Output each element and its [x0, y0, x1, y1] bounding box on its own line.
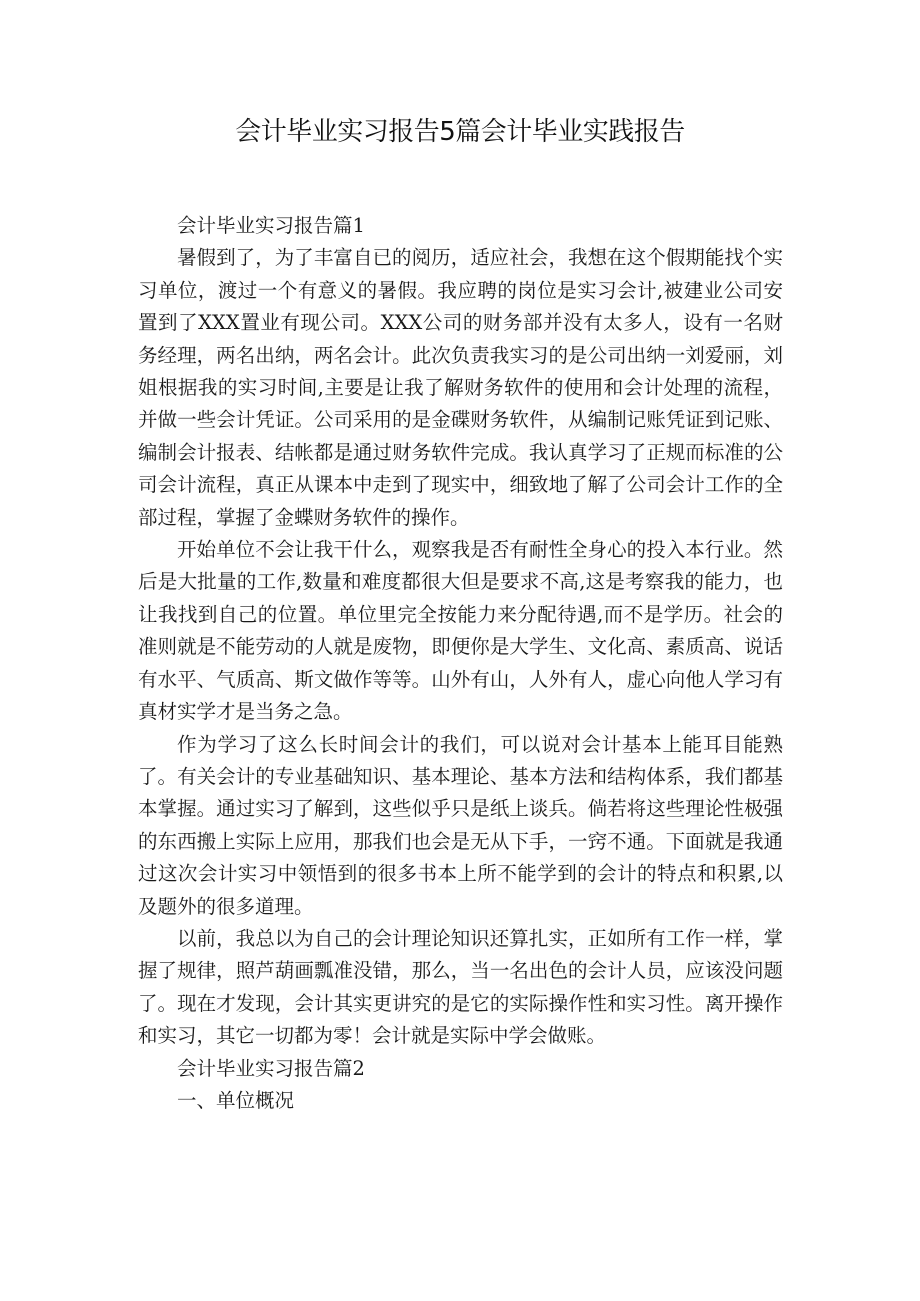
paragraph-1: 暑假到了，为了丰富自已的阅历，适应社会，我想在这个假期能找个实习单位，渡过一个有意义的暑假。我应聘的岗位是实习会计,被建业公司安置到了XXX置业有现公司。XXX公司的财务部并没有太多人，设有一名财务经理，两名出纳，两名会计。此次负责我实习的是公司出纳一刘爱丽，刘姐根据我的实习时间,主要是让我了解财务软件的使用和会计处理的流程，并做一些会计凭证。公司采用的是金碟财务软件，从编制记账凭证到记账、编制会计报表、结帐都是通过财务软件完成。我认真学习了正规而标准的公司会计流程，真正从课本中走到了现实中，细致地了解了公司会计工作的全部过程，掌握了金蝶财务软件的操作。 [138, 246, 783, 529]
section-heading-1: 会计毕业实习报告篇1 [177, 214, 365, 237]
subsection-heading: 一、单位概况 [177, 1088, 295, 1112]
paragraph-2: 开始单位不会让我干什么，观察我是否有耐性全身心的投入本行业。然后是大批量的工作,数量和难度都很大但是要求不高,这是考察我的能力，也让我找到自己的位置。单位里完全按能力来分配待遇,而不是学历。社会的准则就是不能劳动的人就是废物，即便你是大学生、文化高、素质高、说话有水平、气质高、斯文做作等等。山外有山，人外有人，虚心向他人学习有真材实学才是当务之急。 [138, 538, 783, 724]
document-title: 会计毕业实习报告5篇会计毕业实践报告 [235, 117, 685, 147]
document-body [138, 210, 783, 1117]
paragraph-4: 以前，我总以为自己的会计理论知识还算扎实，正如所有工作一样，掌握了规律，照芦葫画瓢准没错，那么，当一名出色的会计人员，应该没问题了。现在才发现，会计其实更讲究的是它的实际操作性和实习性。离开操作和实习，其它一切都为零！会计就是实际中学会做账。 [138, 926, 783, 1048]
section-heading-2: 会计毕业实习报告篇2 [177, 1056, 365, 1080]
paragraph-3: 作为学习了这么长时间会计的我们，可以说对会计基本上能耳目能熟了。有关会计的专业基础知识、基本理论、基本方法和结构体系，我们都基本掌握。通过实习了解到，这些似乎只是纸上谈兵。倘若将这些理论性极强的东西搬上实际上应用，那我们也会是无从下手，一窍不通。下面就是我通过这次会计实习中领悟到的很多书本上所不能学到的会计的特点和积累,以及题外的很多道理。 [138, 732, 783, 918]
